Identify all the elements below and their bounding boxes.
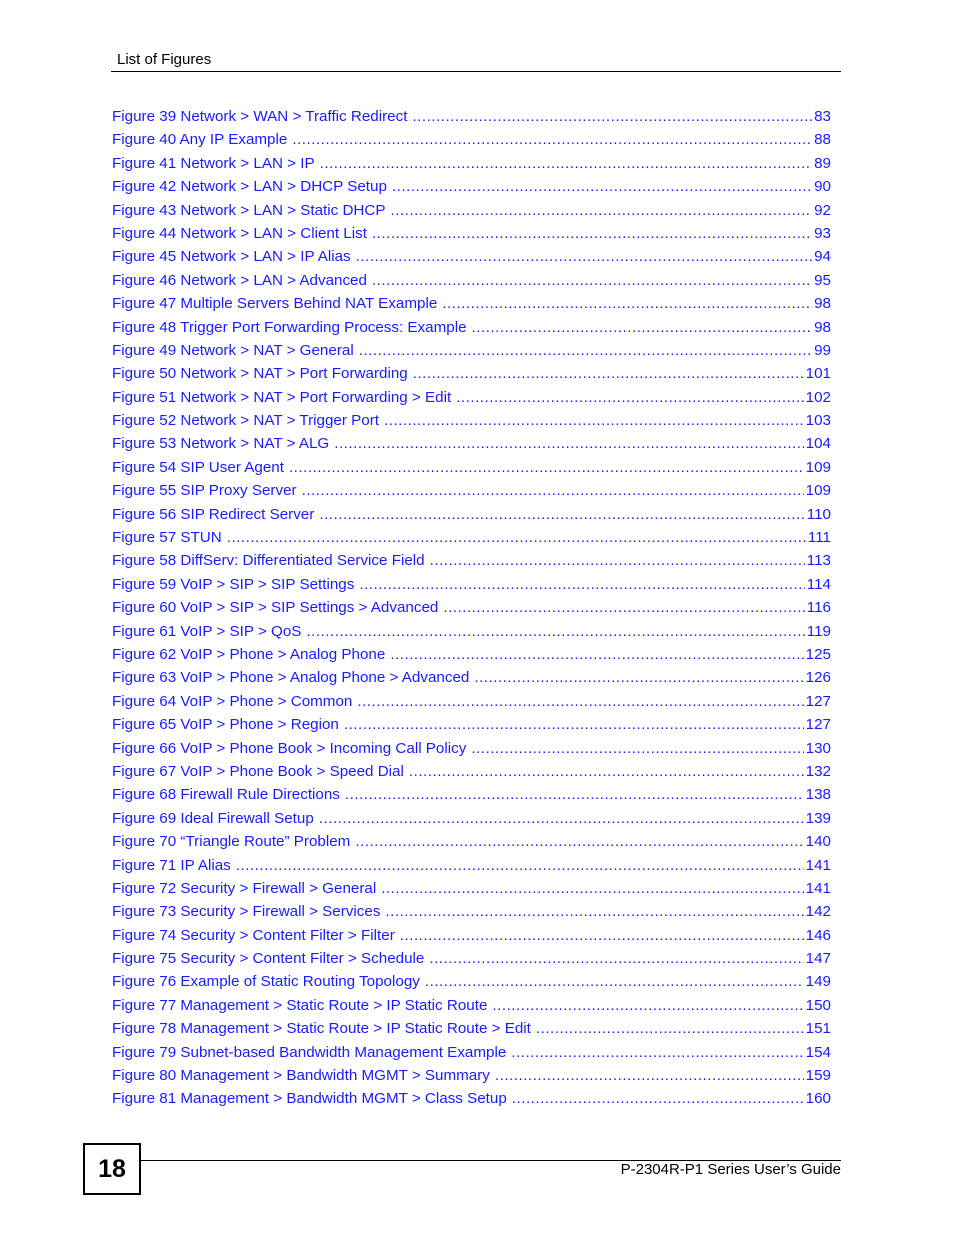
toc-entry[interactable]: [112, 432, 831, 455]
toc-entry[interactable]: [112, 549, 831, 572]
toc-entry-label: Figure 60 VoIP > SIP > SIP Settings > Advanced: [112, 599, 439, 617]
toc-entry-label: Figure 75 Security > Content Filter > Schedule: [112, 950, 425, 968]
toc-entry-label: Figure 50 Network > NAT > Port Forwarding: [112, 365, 408, 383]
toc-entry[interactable]: [112, 479, 831, 502]
toc-entry[interactable]: [112, 807, 831, 830]
page-number: 18: [83, 1143, 141, 1195]
dot-leader: [292, 128, 812, 151]
dot-leader: [443, 596, 804, 619]
toc-entry-page: 98: [814, 318, 831, 336]
toc-entry-label: Figure 44 Network > LAN > Client List: [112, 224, 367, 242]
toc-entry-label: Figure 78 Management > Static Route > IP Static Route > Edit: [112, 1020, 531, 1038]
guide-title: P-2304R-P1 Series User’s Guide: [620, 1161, 841, 1178]
dot-leader: [306, 620, 804, 643]
toc-entry-page: 160: [805, 1090, 831, 1108]
toc-entry[interactable]: [112, 152, 831, 175]
toc-entry-label: Figure 55 SIP Proxy Server: [112, 482, 297, 500]
dot-leader: [236, 854, 804, 877]
toc-entry[interactable]: [112, 783, 831, 806]
toc-entry-page: 92: [814, 201, 831, 219]
toc-entry-page: 127: [805, 716, 831, 734]
toc-entry-page: 102: [805, 388, 831, 406]
toc-entry-label: Figure 58 DiffServ: Differentiated Service Field: [112, 552, 425, 570]
toc-entry-label: Figure 66 VoIP > Phone Book > Incoming Call Policy: [112, 739, 467, 757]
toc-entry-label: Figure 71 IP Alias: [112, 856, 231, 874]
dot-leader: [413, 362, 804, 385]
toc-entry[interactable]: [112, 737, 831, 760]
toc-entry-label: Figure 56 SIP Redirect Server: [112, 505, 315, 523]
toc-entry-label: Figure 57 STUN: [112, 529, 222, 547]
dot-leader: [471, 737, 803, 760]
toc-entry-page: 104: [805, 435, 831, 453]
dot-leader: [495, 1064, 804, 1087]
toc-entry-label: Figure 80 Management > Bandwidth MGMT > Summary: [112, 1067, 490, 1085]
toc-entry-label: Figure 68 Firewall Rule Directions: [112, 786, 340, 804]
dot-leader: [385, 900, 803, 923]
toc-entry[interactable]: [112, 1041, 831, 1064]
toc-entry[interactable]: [112, 854, 831, 877]
dot-leader: [425, 970, 804, 993]
toc-entry-label: Figure 54 SIP User Agent: [112, 458, 284, 476]
toc-entry-page: 151: [805, 1020, 831, 1038]
dot-leader: [492, 994, 803, 1017]
toc-entry[interactable]: [112, 900, 831, 923]
toc-entry-page: 142: [805, 903, 831, 921]
toc-entry-label: Figure 61 VoIP > SIP > QoS: [112, 622, 302, 640]
toc-entry[interactable]: [112, 596, 831, 619]
toc-entry[interactable]: [112, 269, 831, 292]
toc-entry-page: 146: [805, 926, 831, 944]
toc-entry-label: Figure 76 Example of Static Routing Topology: [112, 973, 420, 991]
toc-entry-label: Figure 73 Security > Firewall > Services: [112, 903, 381, 921]
toc-entry-page: 103: [805, 412, 831, 430]
toc-entry-page: 109: [805, 458, 831, 476]
toc-entry-label: Figure 79 Subnet-based Bandwidth Management Example: [112, 1043, 507, 1061]
toc-entry-page: 93: [814, 224, 831, 242]
toc-entry-label: Figure 41 Network > LAN > IP: [112, 154, 315, 172]
toc-entry-page: 114: [806, 575, 831, 593]
toc-entry[interactable]: [112, 970, 831, 993]
toc-entry[interactable]: [112, 222, 831, 245]
toc-entry-page: 141: [805, 856, 831, 874]
toc-entry[interactable]: [112, 1064, 831, 1087]
toc-entry[interactable]: [112, 643, 831, 666]
toc-entry-page: 149: [805, 973, 831, 991]
toc-entry-page: 126: [805, 669, 831, 687]
dot-leader: [344, 713, 804, 736]
toc-entry[interactable]: [112, 128, 831, 151]
toc-entry[interactable]: [112, 245, 831, 268]
toc-entry-page: 125: [805, 645, 831, 663]
toc-entry-page: 109: [805, 482, 831, 500]
dot-leader: [359, 573, 804, 596]
toc-entry-label: Figure 53 Network > NAT > ALG: [112, 435, 330, 453]
dot-leader: [357, 690, 803, 713]
toc-entry[interactable]: [112, 947, 831, 970]
dot-leader: [319, 807, 804, 830]
toc-entry[interactable]: [112, 386, 831, 409]
toc-entry[interactable]: [112, 713, 831, 736]
toc-entry[interactable]: [112, 316, 831, 339]
running-header: List of Figures: [117, 51, 212, 68]
dot-leader: [390, 199, 812, 222]
dot-leader: [355, 830, 803, 853]
dot-leader: [429, 947, 803, 970]
toc-entry-label: Figure 70 “Triangle Route” Problem: [112, 833, 351, 851]
dot-leader: [320, 152, 813, 175]
dot-leader: [359, 339, 812, 362]
toc-entry-page: 119: [806, 622, 831, 640]
toc-entry-page: 98: [814, 295, 831, 313]
toc-entry-label: Figure 64 VoIP > Phone > Common: [112, 692, 353, 710]
toc-entry-page: 116: [806, 599, 831, 617]
toc-entry[interactable]: [112, 339, 831, 362]
toc-entry-page: 138: [805, 786, 831, 804]
dot-leader: [512, 1087, 804, 1110]
toc-entry[interactable]: [112, 199, 831, 222]
toc-entry[interactable]: [112, 175, 831, 198]
toc-entry-page: 83: [814, 108, 831, 125]
dot-leader: [289, 456, 804, 479]
toc-entry-page: 89: [814, 154, 831, 172]
toc-entry-label: Figure 43 Network > LAN > Static DHCP: [112, 201, 386, 219]
toc-entry-page: 90: [814, 178, 831, 196]
dot-leader: [227, 526, 806, 549]
toc-entry-label: Figure 46 Network > LAN > Advanced: [112, 271, 367, 289]
dot-leader: [302, 479, 804, 502]
toc-entry[interactable]: [112, 994, 831, 1017]
toc-entry-page: 140: [805, 833, 831, 851]
dot-leader: [345, 783, 804, 806]
dot-leader: [412, 105, 812, 128]
toc-entry-label: Figure 72 Security > Firewall > General: [112, 879, 377, 897]
dot-leader: [442, 292, 812, 315]
toc-entry-label: Figure 48 Trigger Port Forwarding Process: Example: [112, 318, 467, 336]
dot-leader: [511, 1041, 803, 1064]
toc-entry-label: Figure 40 Any IP Example: [112, 131, 288, 149]
toc-entry-label: Figure 77 Management > Static Route > IP Static Route: [112, 996, 488, 1014]
dot-leader: [334, 432, 803, 455]
toc-entry-page: 111: [807, 529, 831, 547]
toc-entry-label: Figure 81 Management > Bandwidth MGMT > Class Setup: [112, 1090, 507, 1108]
toc-entry[interactable]: [112, 573, 831, 596]
toc-entry[interactable]: [112, 292, 831, 315]
toc-entry-label: Figure 52 Network > NAT > Trigger Port: [112, 412, 380, 430]
toc-entry-page: 130: [805, 739, 831, 757]
dot-leader: [381, 877, 803, 900]
toc-entry[interactable]: [112, 924, 831, 947]
toc-entry[interactable]: [112, 830, 831, 853]
dot-leader: [392, 175, 812, 198]
toc-entry[interactable]: [112, 666, 831, 689]
toc-entry-page: 94: [814, 248, 831, 266]
toc-entry-page: 150: [805, 996, 831, 1014]
toc-entry[interactable]: [112, 620, 831, 643]
toc-entry-page: 88: [814, 131, 831, 149]
dot-leader: [472, 316, 813, 339]
toc-entry[interactable]: [112, 362, 831, 385]
dot-leader: [456, 386, 803, 409]
dot-leader: [409, 760, 804, 783]
toc-entry-page: 110: [806, 505, 831, 523]
toc-entry[interactable]: [112, 760, 831, 783]
toc-entry[interactable]: [112, 1087, 831, 1110]
toc-entry-page: 101: [805, 365, 831, 383]
dot-leader: [536, 1017, 804, 1040]
toc-entry-page: 127: [805, 692, 831, 710]
toc-entry[interactable]: [112, 690, 831, 713]
dot-leader: [474, 666, 803, 689]
toc-entry-label: Figure 39 Network > WAN > Traffic Redirect: [112, 108, 408, 125]
toc-entry[interactable]: [112, 409, 831, 432]
toc-entry[interactable]: [112, 503, 831, 526]
toc-entry-label: Figure 74 Security > Content Filter > Filter: [112, 926, 395, 944]
toc-entry-label: Figure 63 VoIP > Phone > Analog Phone > Advanced: [112, 669, 470, 687]
toc-entry-label: Figure 59 VoIP > SIP > SIP Settings: [112, 575, 355, 593]
dot-leader: [384, 409, 804, 432]
toc-entry[interactable]: [112, 105, 831, 128]
toc-entry-label: Figure 47 Multiple Servers Behind NAT Example: [112, 295, 438, 313]
toc-entry[interactable]: [112, 877, 831, 900]
toc-entry-page: 99: [814, 341, 831, 359]
toc-entry-label: Figure 69 Ideal Firewall Setup: [112, 809, 314, 827]
dot-leader: [372, 222, 812, 245]
dot-leader: [400, 924, 804, 947]
toc-entry-page: 95: [814, 271, 831, 289]
toc-entry-label: Figure 65 VoIP > Phone > Region: [112, 716, 339, 734]
dot-leader: [390, 643, 803, 666]
toc-entry[interactable]: [112, 456, 831, 479]
toc-entry-label: Figure 62 VoIP > Phone > Analog Phone: [112, 645, 386, 663]
toc-entry-page: 154: [805, 1043, 831, 1061]
toc-entry-label: Figure 67 VoIP > Phone Book > Speed Dial: [112, 762, 404, 780]
toc-entry-page: 141: [805, 879, 831, 897]
dot-leader: [372, 269, 812, 292]
toc-entry-page: 159: [805, 1067, 831, 1085]
toc-entry[interactable]: [112, 1017, 831, 1040]
toc-entry-page: 139: [805, 809, 831, 827]
toc-entry-page: 132: [805, 762, 831, 780]
toc-entry-page: 147: [805, 950, 831, 968]
dot-leader: [356, 245, 812, 268]
dot-leader: [430, 549, 805, 572]
toc-entry-label: Figure 51 Network > NAT > Port Forwarding > Edit: [112, 388, 452, 406]
header-rule: [111, 71, 841, 72]
toc-entry-label: Figure 49 Network > NAT > General: [112, 341, 354, 359]
dot-leader: [319, 503, 804, 526]
toc-entry-label: Figure 45 Network > LAN > IP Alias: [112, 248, 351, 266]
figure-list: [112, 105, 831, 1111]
toc-entry-page: 113: [806, 552, 831, 570]
toc-entry-label: Figure 42 Network > LAN > DHCP Setup: [112, 178, 387, 196]
toc-entry[interactable]: [112, 526, 831, 549]
